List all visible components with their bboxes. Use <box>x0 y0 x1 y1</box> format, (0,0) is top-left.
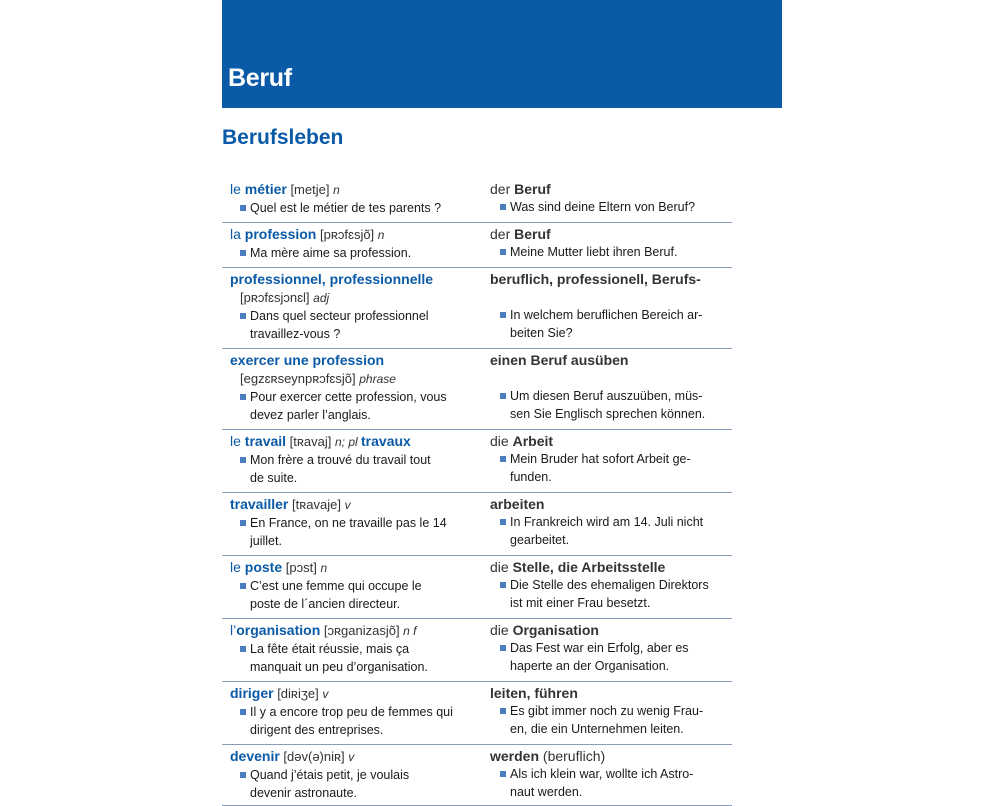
example-line: gearbeitet. <box>510 533 570 547</box>
grammar-label: n f <box>403 624 417 638</box>
phonetic: [diʀiʒe] <box>273 686 323 701</box>
phonetic: [egzɛʀseynpʀɔfɛsjõ] <box>240 371 360 386</box>
example-line: Meine Mutter liebt ihren Beruf. <box>510 245 678 259</box>
french-column <box>230 621 480 676</box>
example-line: juillet. <box>250 534 282 548</box>
german-lemma: arbeiten <box>490 496 545 512</box>
vocab-entry <box>222 619 732 682</box>
plural-form: travaux <box>361 433 411 449</box>
vocab-entry <box>222 349 732 430</box>
example-line: ist mit einer Frau besetzt. <box>510 596 651 610</box>
german-column <box>490 351 734 423</box>
french-example <box>230 640 480 676</box>
french-lemma: exercer une profession <box>230 352 385 368</box>
german-headword <box>490 270 734 288</box>
french-headword <box>230 225 480 244</box>
example-line: dirigent des entreprises. <box>250 723 384 737</box>
french-example <box>230 451 480 487</box>
phonetic: [metje] <box>286 182 334 197</box>
french-article: le <box>230 559 245 575</box>
vocab-entry <box>222 556 732 619</box>
german-lemma: beruflich, professionell, Berufs- <box>490 271 701 287</box>
french-headword <box>230 180 480 199</box>
german-article: der <box>490 226 515 242</box>
french-headword <box>230 747 480 766</box>
example-line: Es gibt immer noch zu wenig Frau- <box>510 704 704 718</box>
grammar-label: n <box>320 561 328 575</box>
vocab-entry <box>222 745 732 806</box>
grammar-label: n <box>377 228 385 242</box>
french-lemma: organisation <box>236 622 321 638</box>
example-line: In welchem beruflichen Bereich ar- <box>510 308 703 322</box>
german-example <box>490 387 734 423</box>
german-headword <box>490 351 734 369</box>
spacer <box>490 288 734 306</box>
french-column <box>230 558 480 613</box>
example-line: naut werden. <box>510 785 583 799</box>
french-column <box>230 225 480 262</box>
german-example <box>490 450 734 486</box>
example-line: Dans quel secteur professionnel <box>250 309 429 323</box>
french-lemma: profession <box>244 226 317 242</box>
vocab-entry <box>222 682 732 745</box>
french-headword <box>230 558 480 577</box>
french-article: l’ <box>230 622 237 638</box>
german-headword <box>490 225 734 243</box>
german-note: (beruflich) <box>539 748 606 764</box>
example-line: poste de l´ancien directeur. <box>250 597 401 611</box>
german-column <box>490 747 734 801</box>
grammar-label: phrase <box>359 372 396 386</box>
french-lemma: diriger <box>230 685 274 701</box>
german-lemma: Beruf <box>514 226 551 242</box>
french-lemma: devenir <box>230 748 280 764</box>
phonetic: [pɔst] <box>282 560 321 575</box>
example-line: Das Fest war ein Erfolg, aber es <box>510 641 689 655</box>
french-lemma: professionnel, professionnelle <box>230 271 434 287</box>
french-article: le <box>230 433 245 449</box>
german-lemma: leiten, führen <box>490 685 578 701</box>
phonetic: [pʀɔfɛsjɔnɛl] <box>240 290 314 305</box>
vocab-entry <box>222 268 732 349</box>
grammar-label: v <box>348 750 355 764</box>
german-column <box>490 432 734 486</box>
phonetic: [pʀɔfɛsjõ] <box>316 227 378 242</box>
french-headword <box>230 351 480 369</box>
german-example <box>490 702 734 738</box>
german-example <box>490 513 734 549</box>
german-example <box>490 765 734 801</box>
vocab-entry <box>222 223 732 268</box>
german-example <box>490 243 734 261</box>
french-column <box>230 270 480 343</box>
example-line: devenir astronaute. <box>250 786 358 800</box>
example-line: Um diesen Beruf auszuüben, müs- <box>510 389 703 403</box>
german-article: der <box>490 181 515 197</box>
german-lemma: Arbeit <box>512 433 554 449</box>
german-lemma: Organisation <box>512 622 599 638</box>
example-line: de suite. <box>250 471 298 485</box>
german-column <box>490 621 734 675</box>
german-lemma: Beruf <box>514 181 551 197</box>
french-column <box>230 495 480 550</box>
french-column <box>230 432 480 487</box>
french-headword <box>230 495 480 514</box>
example-line: Ma mère aime sa profession. <box>250 246 412 260</box>
german-column <box>490 558 734 612</box>
french-headword <box>230 621 480 640</box>
german-headword <box>490 558 734 576</box>
german-example <box>490 306 734 342</box>
french-example <box>230 577 480 613</box>
german-example <box>490 639 734 675</box>
french-article: la <box>230 226 245 242</box>
example-line: Was sind deine Eltern von Beruf? <box>510 200 696 214</box>
phonetic: [ɔʀganizasjõ] <box>320 623 404 638</box>
example-line: Quel est le métier de tes parents ? <box>250 201 442 215</box>
german-column <box>490 684 734 738</box>
french-example <box>230 388 480 424</box>
example-line: C’est une femme qui occupe le <box>250 579 422 593</box>
vocab-entry <box>222 493 732 556</box>
german-lemma: Stelle, die Arbeitsstelle <box>512 559 666 575</box>
section-title: Berufsleben <box>222 126 344 149</box>
grammar-label: n; pl <box>335 435 362 449</box>
german-headword <box>490 432 734 450</box>
grammar-label: v <box>344 498 351 512</box>
example-line: en, die ein Unternehmen leiten. <box>510 722 684 736</box>
french-example <box>230 514 480 550</box>
french-headword <box>230 270 480 288</box>
german-example <box>490 576 734 612</box>
example-line: Il y a encore trop peu de femmes qui <box>250 705 453 719</box>
grammar-label: n <box>333 183 340 197</box>
grammar-label: adj <box>313 291 330 305</box>
french-phonetic-line <box>230 369 480 388</box>
german-lemma: einen Beruf ausüben <box>490 352 629 368</box>
french-example <box>230 766 480 802</box>
example-line: Mon frère a trouvé du travail tout <box>250 453 431 467</box>
example-line: manquait un peu d’organisation. <box>250 660 428 674</box>
example-line: In Frankreich wird am 14. Juli nicht <box>510 515 704 529</box>
french-column <box>230 684 480 739</box>
example-line: Als ich klein war, wollte ich Astro- <box>510 767 694 781</box>
example-line: haperte an der Organisation. <box>510 659 670 673</box>
example-line: La fête était réussie, mais ça <box>250 642 410 656</box>
example-line: funden. <box>510 470 552 484</box>
phonetic: [dəv(ə)niʀ] <box>279 749 349 764</box>
german-article: die <box>490 622 513 638</box>
chapter-title: Beruf <box>228 64 292 92</box>
german-column <box>490 225 734 261</box>
german-example <box>490 198 734 216</box>
french-lemma: travailler <box>230 496 289 512</box>
french-example <box>230 703 480 739</box>
vocab-entry <box>222 430 732 493</box>
french-column <box>230 180 480 217</box>
example-line: Pour exercer cette profession, vous <box>250 390 447 404</box>
german-headword <box>490 684 734 702</box>
example-line: beiten Sie? <box>510 326 573 340</box>
german-article: die <box>490 559 513 575</box>
example-line: Die Stelle des ehemaligen Direktors <box>510 578 709 592</box>
french-lemma: métier <box>244 181 287 197</box>
german-column <box>490 180 734 216</box>
german-column <box>490 495 734 549</box>
vocabulary-list <box>222 178 732 806</box>
german-lemma: werden <box>490 748 540 764</box>
example-line: Quand j’étais petit, je voulais <box>250 768 410 782</box>
german-headword <box>490 180 734 198</box>
french-headword <box>230 432 480 451</box>
german-column <box>490 270 734 342</box>
french-lemma: travail <box>244 433 287 449</box>
french-phonetic-line <box>230 288 480 307</box>
phonetic: [tʀavaj] <box>286 434 335 449</box>
german-headword <box>490 747 734 765</box>
french-lemma: poste <box>244 559 283 575</box>
german-headword <box>490 621 734 639</box>
example-line: devez parler l’anglais. <box>250 408 371 422</box>
french-article: le <box>230 181 245 197</box>
chapter-header <box>222 0 782 108</box>
french-column <box>230 351 480 424</box>
example-line: sen Sie Englisch sprechen können. <box>510 407 706 421</box>
grammar-label: v <box>322 687 329 701</box>
example-line: travaillez-vous ? <box>250 327 341 341</box>
german-article: die <box>490 433 513 449</box>
example-line: En France, on ne travaille pas le 14 <box>250 516 447 530</box>
phonetic: [tʀavaje] <box>288 497 345 512</box>
french-headword <box>230 684 480 703</box>
french-example <box>230 199 480 217</box>
french-column <box>230 747 480 802</box>
spacer <box>490 369 734 387</box>
example-line: Mein Bruder hat sofort Arbeit ge- <box>510 452 691 466</box>
german-headword <box>490 495 734 513</box>
french-example <box>230 244 480 262</box>
french-example <box>230 307 480 343</box>
vocab-entry <box>222 178 732 223</box>
